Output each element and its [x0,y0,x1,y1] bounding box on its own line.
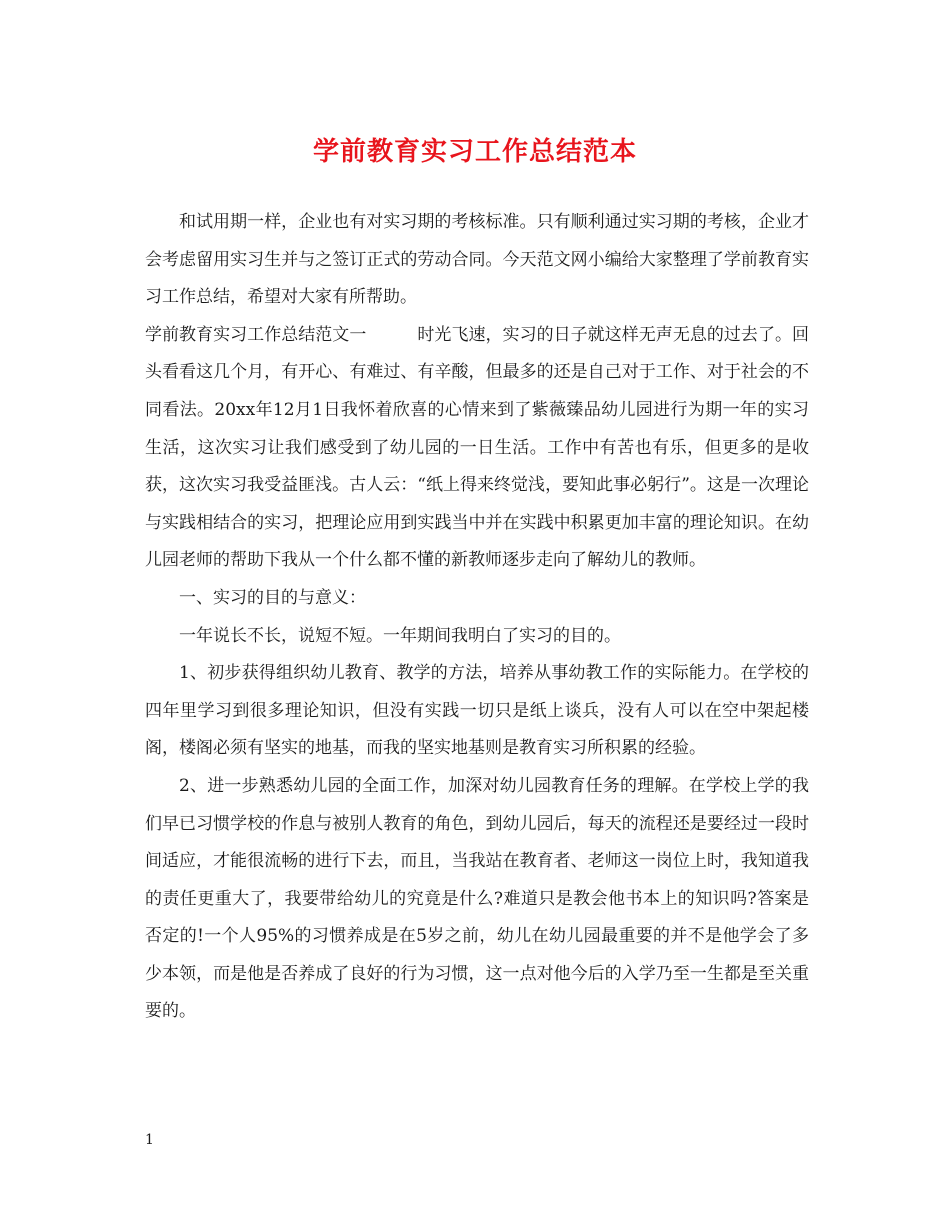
heading-purpose: 一、实习的目的与意义： [179,587,366,608]
section-label: 学前教育实习工作总结范文一 [145,324,367,345]
section-text: 时光飞速，实习的日子就这样无声无息的过去了。回头看看这几个月，有开心、有难过、有辛酸，但最多的还是自己对于工作、对于社会的不同看法。20xx年12月1日我怀着欣喜的心情来到了紫薇臻品幼儿园进行为期一年的实习生活，这次实习让我们感受到了幼儿园的一日生活。工作中有苦也有乐，但更多的是收获，这次实习我受益匪浅。古人云：“纸上得来终觉浅，要知此事必躬行”。这是一次理论与实践相结合的实习，把理论应用到实践当中并在实践中积累更加丰富的理论知识。在幼儿园老师的帮助下我从一个什么都不懂的新教师逐步走向了解幼儿的教师。 [145,324,810,571]
paragraph-2: 1、初步获得组织幼儿教育、教学的方法，培养从事幼教工作的实际能力。在学校的四年里学习到很多理论知识，但没有实践一切只是纸上谈兵，没有人可以在空中架起楼阁，楼阁必须有坚实的地基，而我的坚实地基则是教育实习所积累的经验。 [145,663,809,759]
document-title: 学前教育实习工作总结范本 [312,137,637,167]
document-body [145,204,809,1031]
section-paragraph [145,317,809,580]
paragraph-3: 2、进一步熟悉幼儿园的全面工作，加深对幼儿园教育任务的理解。在学校上学的我们早已习惯学校的作息与被别人教育的角色，到幼儿园后，每天的流程还是要经过一段时间适应，才能很流畅的进行下去，而且，当我站在教育者、老师这一岗位上时，我知道我的责任更重大了，我要带给幼儿的究竟是什么?难道只是教会他书本上的知识吗?答案是否定的!一个人95%的习惯养成是在5岁之前，幼儿在幼儿园最重要的并不是他学会了多少本领，而是他是否养成了良好的行为习惯，这一点对他今后的入学乃至一生都是至关重要的。 [145,775,809,1022]
intro-paragraph: 和试用期一样，企业也有对实习期的考核标准。只有顺利通过实习期的考核，企业才会考虑留用实习生并与之签订正式的劳动合同。今天范文网小编给大家整理了学前教育实习工作总结，希望对大家有所帮助。 [145,212,809,308]
page-number: 1 [145,1132,154,1148]
paragraph-1: 一年说长不长，说短不短。一年期间我明白了实习的目的。 [179,625,621,646]
